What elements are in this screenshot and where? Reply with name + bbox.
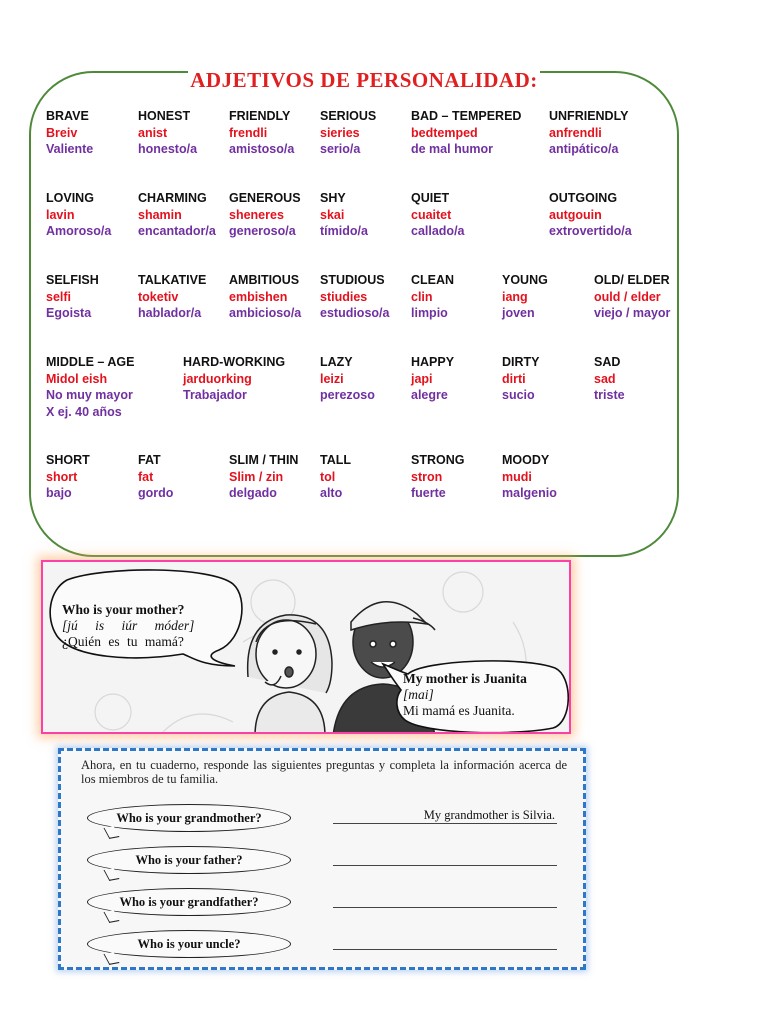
pronunciation: frendli bbox=[229, 125, 268, 140]
vocab-entry bbox=[502, 272, 548, 322]
spanish-translation: fuerte bbox=[411, 486, 446, 500]
spanish-translation: perezoso bbox=[320, 388, 375, 402]
vocab-entry bbox=[549, 108, 628, 158]
spanish-translation: Trabajador bbox=[183, 388, 247, 402]
spanish-translation: serio/a bbox=[320, 142, 361, 156]
pronunciation: sad bbox=[594, 371, 616, 386]
spanish-translation: limpio bbox=[411, 306, 448, 320]
english-word: CHARMING bbox=[138, 191, 207, 205]
answer-english: My mother is Juanita bbox=[403, 671, 527, 686]
pronunciation: toketiv bbox=[138, 289, 179, 304]
english-word: SERIOUS bbox=[320, 109, 377, 123]
pronunciation: sheneres bbox=[229, 207, 284, 222]
vocab-entry bbox=[46, 452, 90, 502]
vocab-entry bbox=[229, 190, 301, 240]
answer-field[interactable] bbox=[333, 934, 557, 950]
spanish-translation: delgado bbox=[229, 486, 277, 500]
vocab-entry bbox=[138, 108, 197, 158]
vocab-entry bbox=[138, 272, 206, 322]
pronunciation: Slim / zin bbox=[229, 469, 284, 484]
spanish-translation: estudioso/a bbox=[320, 306, 390, 320]
comic-panel bbox=[41, 560, 571, 734]
vocab-entry bbox=[320, 108, 376, 158]
english-word: STRONG bbox=[411, 453, 465, 467]
spanish-translation: alto bbox=[320, 486, 343, 500]
pronunciation: shamin bbox=[138, 207, 182, 222]
english-word: LOVING bbox=[46, 191, 94, 205]
pronunciation: leizi bbox=[320, 371, 344, 386]
spanish-translation: amistoso/a bbox=[229, 142, 295, 156]
vocab-entry bbox=[229, 272, 301, 322]
english-word: MOODY bbox=[502, 453, 550, 467]
english-word: SLIM / THIN bbox=[229, 453, 299, 467]
vocab-entry bbox=[411, 272, 454, 322]
vocab-entry bbox=[46, 190, 111, 240]
pronunciation: anist bbox=[138, 125, 168, 140]
vocab-entry bbox=[549, 190, 632, 240]
english-word: YOUNG bbox=[502, 273, 548, 287]
pronunciation: dirti bbox=[502, 371, 526, 386]
spanish-translation: gordo bbox=[138, 486, 174, 500]
spanish-translation: hablador/a bbox=[138, 306, 202, 320]
spanish-translation: malgenio bbox=[502, 486, 557, 500]
english-word: QUIET bbox=[411, 191, 450, 205]
spanish-translation: No muy mayor bbox=[46, 388, 133, 402]
pronunciation: clin bbox=[411, 289, 433, 304]
pronunciation: anfrendli bbox=[549, 125, 602, 140]
spanish-translation: de mal humor bbox=[411, 142, 493, 156]
english-word: OLD/ ELDER bbox=[594, 273, 670, 287]
spanish-translation: Amoroso/a bbox=[46, 224, 112, 238]
english-word: CLEAN bbox=[411, 273, 455, 287]
vocab-entry bbox=[229, 452, 298, 502]
english-word: STUDIOUS bbox=[320, 273, 385, 287]
english-word: FAT bbox=[138, 453, 161, 467]
spanish-translation: antipático/a bbox=[549, 142, 619, 156]
pronunciation: stiudies bbox=[320, 289, 368, 304]
english-word: SELFISH bbox=[46, 273, 99, 287]
vocab-entry bbox=[411, 354, 454, 404]
answer-field[interactable] bbox=[333, 892, 557, 908]
vocab-entry bbox=[46, 272, 99, 322]
vocab-entry bbox=[183, 354, 285, 404]
vocab-entry bbox=[320, 190, 368, 240]
answer-pronunciation: [mai] bbox=[403, 687, 434, 702]
vocab-entry bbox=[229, 108, 294, 158]
spanish-translation: alegre bbox=[411, 388, 448, 402]
answer-field[interactable]: My grandmother is Silvia. bbox=[333, 808, 557, 824]
exercise-panel bbox=[58, 748, 586, 970]
vocab-entry bbox=[502, 354, 540, 404]
vocab-entry bbox=[320, 452, 351, 502]
question-bubble: Who is your uncle? bbox=[87, 930, 291, 958]
vocab-entry bbox=[46, 354, 134, 420]
pronunciation: bedtemped bbox=[411, 125, 478, 140]
english-word: SHY bbox=[320, 191, 346, 205]
spanish-translation: encantador/a bbox=[138, 224, 216, 238]
pronunciation: selfi bbox=[46, 289, 72, 304]
spanish-note: X ej. 40 años bbox=[46, 404, 122, 419]
english-word: TALKATIVE bbox=[138, 273, 207, 287]
english-word: LAZY bbox=[320, 355, 353, 369]
pronunciation: stron bbox=[411, 469, 443, 484]
exercise-instructions: Ahora, en tu cuaderno, responde las siguientes preguntas y completa la información acerca de los miembros de tu familia. bbox=[81, 758, 567, 786]
english-word: AMBITIOUS bbox=[229, 273, 300, 287]
pronunciation: lavin bbox=[46, 207, 75, 222]
girl-figure-icon bbox=[248, 615, 332, 734]
pronunciation: autgouin bbox=[549, 207, 602, 222]
answer-spanish: Mi mamá es Juanita. bbox=[403, 703, 515, 718]
vocab-entry bbox=[138, 452, 173, 502]
pronunciation: jarduorking bbox=[183, 371, 252, 386]
english-word: BRAVE bbox=[46, 109, 89, 123]
vocab-entry bbox=[138, 190, 216, 240]
english-word: BAD – TEMPERED bbox=[411, 109, 522, 123]
vocab-entry bbox=[411, 452, 464, 502]
pronunciation: cuaitet bbox=[411, 207, 452, 222]
speech-bubble-left-text bbox=[62, 602, 194, 650]
english-word: SHORT bbox=[46, 453, 90, 467]
pronunciation: Breiv bbox=[46, 125, 78, 140]
pronunciation: iang bbox=[502, 289, 528, 304]
english-word: SAD bbox=[594, 355, 621, 369]
spanish-translation: extrovertido/a bbox=[549, 224, 632, 238]
spanish-translation: triste bbox=[594, 388, 625, 402]
question-bubble: Who is your grandmother? bbox=[87, 804, 291, 832]
spanish-translation: honesto/a bbox=[138, 142, 198, 156]
pronunciation: sieries bbox=[320, 125, 360, 140]
vocab-entry bbox=[320, 272, 389, 322]
spanish-translation: Egoista bbox=[46, 306, 92, 320]
spanish-translation: joven bbox=[502, 306, 535, 320]
vocab-entry bbox=[46, 108, 93, 158]
vocab-entry bbox=[594, 354, 625, 404]
vocab-entry bbox=[411, 190, 465, 240]
spanish-translation: viejo / mayor bbox=[594, 306, 671, 320]
english-word: TALL bbox=[320, 453, 352, 467]
spanish-translation: Valiente bbox=[46, 142, 94, 156]
spanish-translation: tímido/a bbox=[320, 224, 368, 238]
pronunciation: tol bbox=[320, 469, 336, 484]
english-word: GENEROUS bbox=[229, 191, 301, 205]
english-word: MIDDLE – AGE bbox=[46, 355, 135, 369]
english-word: FRIENDLY bbox=[229, 109, 291, 123]
pronunciation: Midol eish bbox=[46, 371, 108, 386]
question-spanish: ¿Quién es tu mamá? bbox=[62, 634, 184, 649]
english-word: HAPPY bbox=[411, 355, 455, 369]
pronunciation: ould / elder bbox=[594, 289, 661, 304]
pronunciation: short bbox=[46, 469, 78, 484]
english-word: HONEST bbox=[138, 109, 191, 123]
english-word: HARD-WORKING bbox=[183, 355, 286, 369]
vocab-entry bbox=[502, 452, 557, 502]
english-word: UNFRIENDLY bbox=[549, 109, 629, 123]
pronunciation: skai bbox=[320, 207, 345, 222]
pronunciation: embishen bbox=[229, 289, 288, 304]
question-pronunciation: [jú is iúr móder] bbox=[62, 618, 195, 633]
spanish-translation: ambicioso/a bbox=[229, 306, 302, 320]
pronunciation: mudi bbox=[502, 469, 532, 484]
answer-field[interactable] bbox=[333, 850, 557, 866]
question-english: Who is your mother? bbox=[62, 602, 185, 617]
spanish-translation: generoso/a bbox=[229, 224, 296, 238]
vocab-entry bbox=[320, 354, 375, 404]
question-bubble: Who is your father? bbox=[87, 846, 291, 874]
page-title: ADJETIVOS DE PERSONALIDAD: bbox=[190, 68, 538, 92]
spanish-translation: sucio bbox=[502, 388, 535, 402]
spanish-translation: bajo bbox=[46, 486, 72, 500]
pronunciation: japi bbox=[411, 371, 433, 386]
pronunciation: fat bbox=[138, 469, 154, 484]
english-word: OUTGOING bbox=[549, 191, 618, 205]
spanish-translation: callado/a bbox=[411, 224, 465, 238]
vocab-entry bbox=[411, 108, 521, 158]
question-bubble: Who is your grandfather? bbox=[87, 888, 291, 916]
vocab-entry bbox=[594, 272, 670, 322]
speech-bubble-right-text bbox=[403, 671, 527, 719]
english-word: DIRTY bbox=[502, 355, 540, 369]
